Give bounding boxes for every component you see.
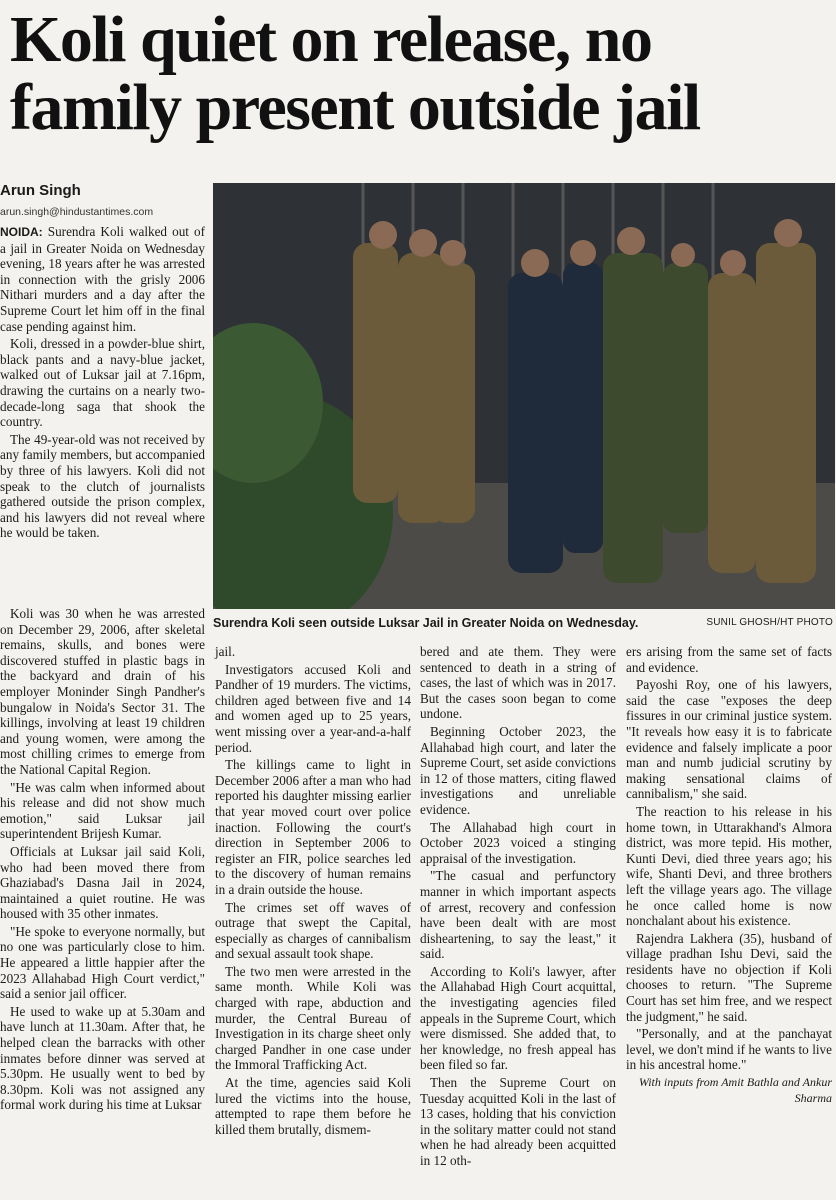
article-paragraph bbox=[0, 224, 205, 334]
photo-caption bbox=[213, 616, 835, 630]
article-paragraph: Payoshi Roy, one of his lawyers, said the case "exposes the deep fissures in our criminal justice system. "It reveals how easy it is to fabricate evidence and falsely implicate a poor man and numb judicial scrutiny by making sensational claims of cannibalism," she said. bbox=[626, 677, 832, 802]
article-column-1 bbox=[0, 224, 205, 543]
article-paragraph: Koli, dressed in a powder-blue shirt, black pants and a navy-blue jacket, walked out of Luksar jail at 7.16pm, drawing the curtains on a nearly two-decade-long saga that shook the country. bbox=[0, 336, 205, 430]
headline: Koli quiet on release, no family present outside jail bbox=[10, 3, 700, 144]
article-paragraph: Rajendra Lakhera (35), husband of village pradhan Ishu Devi, said the residents have no objection if Koli chooses to return. "The Supreme Court has set him free, and we respect the judgment," he said. bbox=[626, 930, 832, 1024]
article-paragraph: The crimes set off waves of outrage that swept the Capital, especially as charges of cannibalism and sexual assault took shape. bbox=[215, 899, 411, 962]
article-paragraph: The reaction to his release in his home town, in Uttarakhand's Almora district, was more tepid. His mother, Kunti Devi, died three years ago; his wife, Shanti Devi, and three brothers left the village years ago. The village he once called home is now nonchalant about his existence. bbox=[626, 803, 832, 929]
article-column-1-lower bbox=[0, 606, 205, 1115]
caption-text: Surendra Koli seen outside Luksar Jail in Greater Noida on Wednesday. bbox=[213, 616, 639, 630]
author-email[interactable]: arun.singh@hindustantimes.com bbox=[0, 206, 154, 218]
article-paragraph: At the time, agencies said Koli lured the victims into the house, attempted to rape them before he killed them brutally, dismem- bbox=[215, 1075, 411, 1137]
article-paragraph: Investigators accused Koli and Pandher of 19 murders. The victims, children aged between five and 14 and women aged up to 25 years, went missing over a year-and-a-half period. bbox=[215, 661, 411, 755]
article-paragraph: According to Koli's lawyer, after the Allahabad High Court acquittal, the investigating agencies filed appeals in the Supreme Court, which were dismissed. She added that, to her knowledge, no fresh appeal has been filed so far. bbox=[420, 963, 616, 1073]
article-column-4 bbox=[626, 644, 832, 1108]
article-paragraph: bered and ate them. They were sentenced to death in a string of cases, the last of which was in 2017. But the cases soon began to come undone. bbox=[420, 644, 616, 722]
article-paragraph: "He was calm when informed about his release and did not show much emotion," said Luksar jail superintendent Brijesh Kumar. bbox=[0, 779, 205, 842]
article-paragraph: jail. bbox=[215, 644, 236, 659]
article-paragraph: "He spoke to everyone normally, but no one was particularly close to him. He appeared a little happier after the 2023 Allahabad High Court verdict," said a senior jail officer. bbox=[0, 923, 205, 1002]
article-paragraph: Then the Supreme Court on Tuesday acquitted Koli in the last of 13 cases, holding that his conviction in the solitary matter could not stand when he had already been acquitted in 12 oth- bbox=[420, 1075, 616, 1168]
article-paragraph: Koli was 30 when he was arrested on December 29, 2006, after skeletal remains, skulls, and bones were discovered stuffed in plastic bags in the backyard and drain of his employer Moninder Singh Pandher's bungalow in Noida's Sector 31. The killings, involving at least 19 children and young women, were among the most chilling crimes to emerge from the National Capital Region. bbox=[0, 606, 205, 777]
article-paragraph: "The casual and perfunctory manner in which important aspects of arrest, recovery and confession have been dealt with are most disheartening, to say the least," it said. bbox=[420, 868, 616, 962]
article-paragraph: The Allahabad high court in October 2023 voiced a stinging appraisal of the investigation. bbox=[420, 819, 616, 866]
article-column-3 bbox=[420, 644, 616, 1171]
byline: Arun Singh bbox=[0, 182, 81, 199]
news-photo bbox=[213, 183, 835, 609]
inputs-credit: With inputs from Amit Bathla and Ankur Sharma bbox=[638, 1075, 832, 1105]
article-paragraph: The two men were arrested in the same month. While Koli was charged with rape, abduction and murder, the Central Bureau of Investigation in its charge sheet only charged Pandher in one case under the Immoral Trafficking Act. bbox=[215, 963, 411, 1073]
article-paragraph: "Personally, and at the panchayat level, we don't mind if he wants to live in his ancestral home." bbox=[626, 1026, 832, 1073]
article-paragraph: Officials at Luksar jail said Koli, who had been moved there from Ghaziabad's Dasna Jail in 2024, maintained a quiet routine. He was housed with 35 other inmates. bbox=[0, 843, 205, 922]
photo-illustration bbox=[213, 183, 835, 609]
lead-text: Surendra Koli walked out of a jail in Greater Noida on Wednesday evening, 18 years after he was arrested in connection with the grisly 2006 Nithari murders and a day after the Supreme Court let him off in the final case pending against him. bbox=[0, 224, 206, 334]
dateline: NOIDA: bbox=[0, 225, 43, 239]
photo-credit: SUNIL GHOSH/HT PHOTO bbox=[706, 617, 833, 628]
article-paragraph: Beginning October 2023, the Allahabad high court, and later the Supreme Court, set aside convictions in 12 of those matters, citing flawed investigations and unreliable evidence. bbox=[420, 723, 616, 817]
article-column-2 bbox=[215, 644, 411, 1139]
article-paragraph: ers arising from the same set of facts and evidence. bbox=[626, 644, 832, 675]
article-paragraph: The 49-year-old was not received by any family members, but accompanied by three of his lawyers. Koli did not speak to the clutch of journalists gathered outside the prison complex, and his lawyers did not reveal where he would be taken. bbox=[0, 431, 205, 541]
article-paragraph: He used to wake up at 5.30am and have lunch at 11.30am. After that, he helped clean the barracks with other inmates before dinner was served at 5.30pm. He usually went to bed by 8.30pm. Koli was not assigned any formal work during his time at Luksar bbox=[0, 1003, 205, 1113]
article-paragraph: The killings came to light in December 2006 after a man who had reported his daughter missing earlier that year moved court over police inaction. Following the court's direction in September 2006 to register an FIR, police searches led to the discovery of human remains in a drain outside the house. bbox=[215, 757, 411, 897]
